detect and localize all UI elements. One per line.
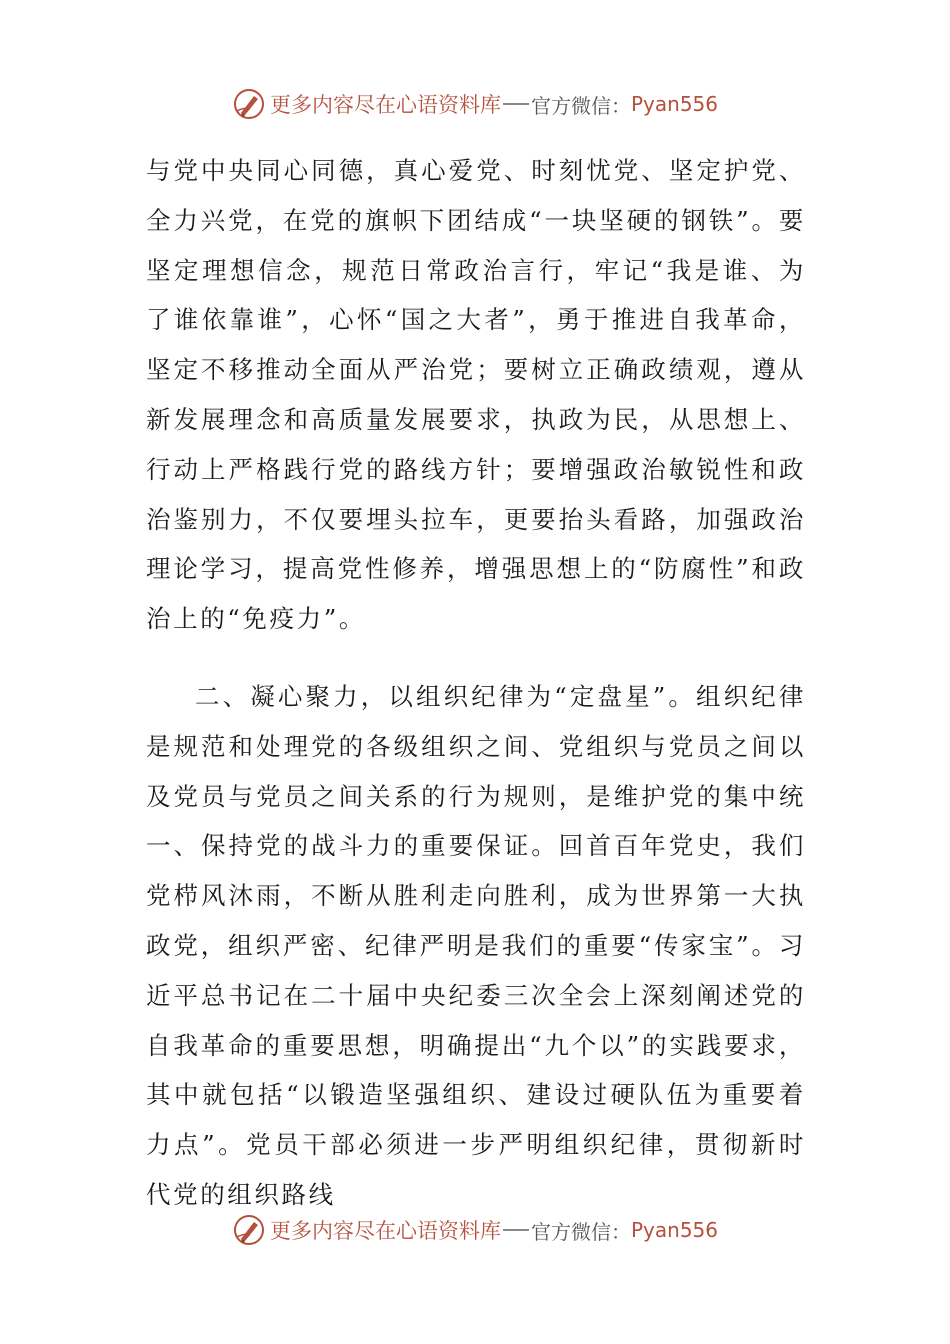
brand-text: 更多内容尽在心语资料库 bbox=[269, 93, 501, 117]
header-watermark bbox=[0, 84, 950, 124]
contact-label: 官方微信： bbox=[530, 1219, 631, 1244]
pen-logo-icon bbox=[232, 1213, 266, 1247]
document-body bbox=[146, 146, 806, 1220]
brand-text: 更多内容尽在心语资料库 bbox=[269, 1219, 501, 1243]
paragraph-2: 二、凝心聚力，以组织纪律为“定盘星”。组织纪律是规范和处理党的各级组织之间、党组织与党员之间以及党员与党员之间关系的行为规则，是维护党的集中统一、保持党的战斗力的重要保证。回首百年党史，我们党栉风沐雨，不断从胜利走向胜利，成为世界第一大执政党，组织严密、纪律严明是我们的重要“传家宝”。习近平总书记在二十届中央纪委三次全会上深刻阐述党的自我革命的重要思想，明确提出“九个以”的实践要求，其中就包括“以锻造坚强组织、建设过硬队伍为重要着力点”。党员干部必须进一步严明组织纪律，贯彻新时代党的组织路线 bbox=[146, 681, 806, 1209]
pen-logo-icon bbox=[232, 87, 266, 121]
separator-dash bbox=[503, 1229, 529, 1231]
footer-watermark bbox=[0, 1210, 950, 1250]
contact-label: 官方微信： bbox=[530, 93, 631, 118]
paragraph-1: 与党中央同心同德，真心爱党、时刻忧党、坚定护党、全力兴党，在党的旗帜下团结成“一块坚硬的钢铁”。要坚定理想信念，规范日常政治言行，牢记“我是谁、为了谁依靠谁”，心怀“国之大者”，勇于推进自我革命，坚定不移推动全面从严治党；要树立正确政绩观，遵从新发展理念和高质量发展要求，执政为民，从思想上、行动上严格践行党的路线方针；要增强政治敏锐性和政治鉴别力，不仅要埋头拉车，更要抬头看路，加强政治理论学习，提高党性修养，增强思想上的“防腐性”和政治上的“免疫力”。 bbox=[146, 156, 806, 634]
separator-dash bbox=[503, 103, 529, 105]
contact-id: Pyan556 bbox=[630, 1218, 718, 1242]
contact-id: Pyan556 bbox=[630, 92, 718, 116]
